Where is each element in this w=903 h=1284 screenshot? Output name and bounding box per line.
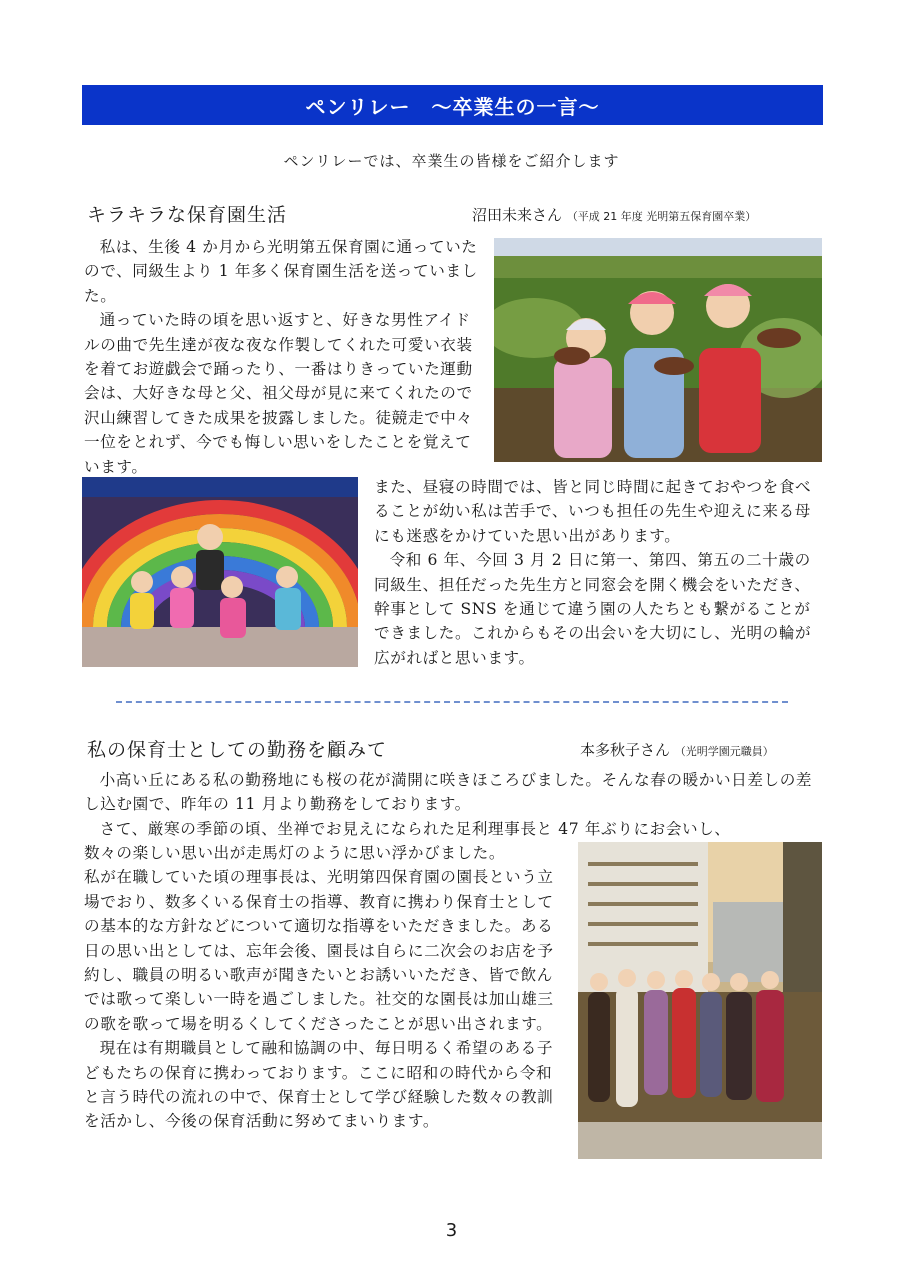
article1-body-bottom [374,475,824,670]
article1-paragraph: 通っていた時の頃を思い返すと、好きな男性アイドルの曲で先生達が夜な夜な作製してくれた可愛い衣装を着てお遊戯会で踊ったり、一番はりきっていた運動会は、大好きな母と父、祖父母が見に来てくれたので沢山練習してきた成果を披露しました。徒競走で中々一位をとれず、今でも悔しい思いをしたことを覚えています。 [84,311,473,476]
intro-text: ペンリレーでは、卒業生の皆様をご紹介します [283,152,620,170]
article2-paragraph: 小高い丘にある私の勤務地にも桜の花が満開に咲きほころびました。そんな春の暖かい日差しの差し込む園で、昨年の 11 月より勤務をしております。 [84,771,813,814]
article2-author [580,739,774,760]
page-banner [82,85,823,125]
staff-group-photo [578,842,822,1159]
children-harvest-photo [494,238,822,462]
recital-stage-photo [82,477,358,667]
article2-heading: 私の保育士としての勤務を顧みて [87,739,388,761]
article1-author-affiliation: （平成 21 年度 光明第五保育園卒業） [566,210,757,223]
article2-author-name: 本多秋子さん [580,741,671,759]
article1-heading: キラキラな保育園生活 [87,204,288,226]
article2-paragraph: 数々の楽しい思い出が走馬灯のように思い浮かびました。 [84,844,506,862]
article2-paragraph: 現在は有期職員として融和協調の中、毎日明るく希望のある子どもたちの保育に携わっております。ここに昭和の時代から令和と言う時代の流れの中で、保育士として学び経験した数々の教訓を活かし、今後の保育活動に努めてまいります。 [84,1039,554,1131]
article1-paragraph: また、昼寝の時間では、皆と同じ時間に起きておやつを食べることが幼い私は苦手で、いつも担任の先生や迎えに来る母にも迷惑をかけていた思い出があります。 [374,478,812,545]
article2-body-full [84,768,824,841]
article1-body-top [84,235,478,479]
article1-author [472,204,756,225]
article1-author-name: 沼田未来さん [472,206,563,224]
banner-title: ペンリレー ～卒業生の一言～ [305,94,600,119]
page-number: 3 [445,1220,458,1241]
article2-author-affiliation: （光明学園元職員） [674,745,774,758]
article1-paragraph: 私は、生後 4 か月から光明第五保育園に通っていたので、同級生より 1 年多く保育園生活を送っていました。 [84,238,478,305]
article2-paragraph: 私が在職していた頃の理事長は、光明第四保育園の園長という立場でおり、数多くいる保育士の指導、教育に携わり保育士としての基本的な方針などについて適切な指導をいただきました。ある日の思い出としては、忘年会後、園長は自らに二次会のお店を予約し、職員の明るい歌声が聞きたいとお誘いいただき、皆で飲んでは歌って楽しい一時を過ごしました。社交的な園長は加山雄三の歌を歌って場を明るくしてくださったことが思い出されます。 [84,868,554,1033]
article2-paragraph: さて、厳寒の季節の頃、坐禅でお見えになられた足利理事長と 47 年ぶりにお会いし、 [99,819,731,838]
article1-paragraph: 令和 6 年、今回 3 月 2 日に第一、第四、第五の二十歳の同級生、担任だった先生方と同窓会を開く機会をいただき、幹事として SNS を通じて違う園の人たちとも繋がることができました。これからもその出会いを大切にし、光明の輪が広がればと思います。 [374,551,812,667]
section-divider [116,701,788,703]
article2-body-narrow [84,841,566,1134]
